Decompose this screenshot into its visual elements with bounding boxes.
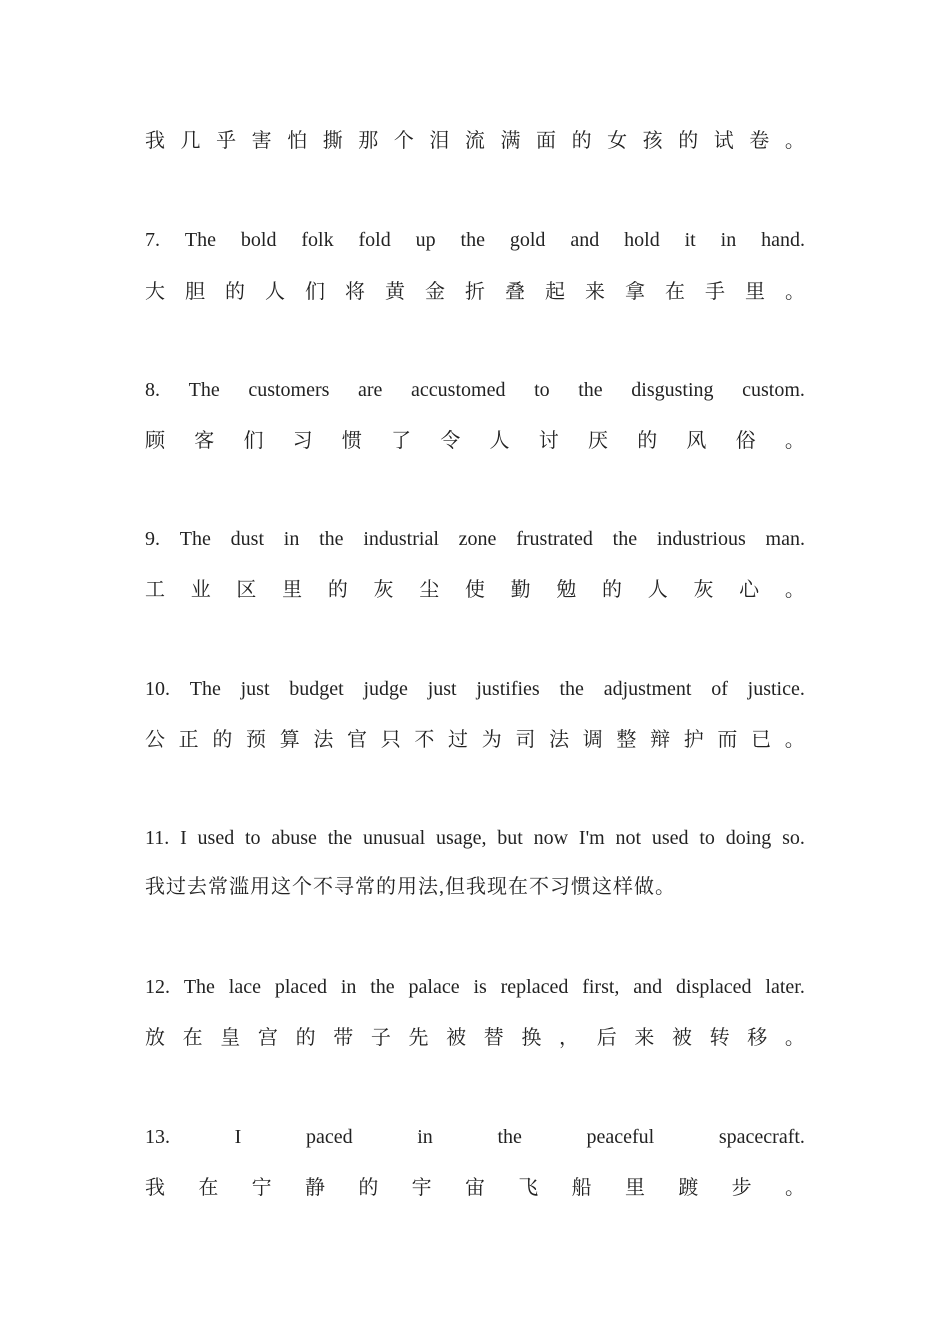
word: disgusting — [631, 379, 714, 401]
char: 。 — [784, 1177, 805, 1199]
char: 。 — [784, 130, 805, 152]
word: The — [179, 528, 211, 550]
word: customers — [248, 379, 330, 401]
word: custom. — [742, 379, 805, 401]
char: 区 — [236, 579, 257, 601]
chinese-translation-line: 我过去常滥用这个不寻常的用法,但我现在不习惯这样做。 — [145, 876, 676, 898]
char: 宇 — [411, 1177, 432, 1199]
char: 折 — [465, 281, 485, 303]
word: The — [183, 976, 215, 998]
chinese-translation-line — [145, 426, 805, 456]
word: 12. — [145, 976, 170, 998]
char: 踱 — [678, 1177, 699, 1199]
word: industrious — [656, 528, 746, 550]
char: 个 — [393, 130, 414, 152]
english-sentence-line — [145, 375, 805, 405]
word: now — [533, 827, 569, 849]
word: the — [370, 976, 395, 998]
word: to — [245, 827, 261, 849]
char: 风 — [686, 430, 707, 452]
char: 工 — [145, 579, 165, 601]
char: 换 — [521, 1027, 542, 1049]
char: 尘 — [419, 579, 440, 601]
english-sentence-line — [145, 972, 805, 1002]
chinese-translation-line — [145, 1023, 805, 1053]
word: doing — [725, 827, 772, 849]
english-sentence-line — [145, 674, 805, 704]
word: abuse — [271, 827, 317, 849]
word: man. — [765, 528, 805, 550]
word: in — [720, 229, 737, 251]
word: to — [699, 827, 715, 849]
word: just — [240, 678, 270, 700]
word: lace — [228, 976, 261, 998]
char: 法 — [313, 729, 334, 751]
char: 卷 — [749, 130, 770, 152]
char: 正 — [178, 729, 199, 751]
char: 将 — [345, 281, 365, 303]
char: 宫 — [257, 1027, 278, 1049]
char: 讨 — [538, 430, 559, 452]
word: used — [651, 827, 689, 849]
word: justifies — [476, 678, 540, 700]
char: 拿 — [625, 281, 645, 303]
char: 灰 — [693, 579, 714, 601]
char: 胆 — [185, 281, 205, 303]
word: The — [184, 229, 216, 251]
char: 起 — [545, 281, 565, 303]
word: and — [570, 229, 600, 251]
char: 里 — [282, 579, 303, 601]
word: later. — [765, 976, 805, 998]
char: 的 — [602, 579, 623, 601]
char: 为 — [481, 729, 502, 751]
char: 。 — [784, 430, 805, 452]
word: to — [534, 379, 550, 401]
word: industrial — [363, 528, 439, 550]
word: the — [319, 528, 344, 550]
char: 不 — [414, 729, 435, 751]
char: 的 — [295, 1027, 316, 1049]
word: unusual — [362, 827, 426, 849]
char: 顾 — [145, 430, 165, 452]
char: 我 — [145, 130, 165, 152]
char: 面 — [536, 130, 557, 152]
char: 静 — [304, 1177, 325, 1199]
word: the — [578, 379, 603, 401]
word: 10. — [145, 678, 170, 700]
word: of — [711, 678, 728, 700]
word: displaced — [676, 976, 752, 998]
char: 害 — [251, 130, 272, 152]
chinese-translation-line — [145, 725, 805, 755]
char: 调 — [582, 729, 603, 751]
char: 在 — [198, 1177, 219, 1199]
word: the — [497, 1126, 522, 1148]
word: dust — [230, 528, 264, 550]
char: 俗 — [735, 430, 756, 452]
char: 试 — [713, 130, 734, 152]
english-sentence-line — [145, 524, 805, 554]
char: 满 — [500, 130, 521, 152]
char: 令 — [440, 430, 461, 452]
word: 9. — [145, 528, 160, 550]
word: I'm — [578, 827, 605, 849]
char: 官 — [347, 729, 368, 751]
char: 来 — [634, 1027, 655, 1049]
chinese-translation-line — [145, 277, 805, 307]
word: up — [415, 229, 436, 251]
word: spacecraft. — [718, 1126, 805, 1148]
word: frustrated — [516, 528, 593, 550]
word: paced — [305, 1126, 353, 1148]
char: 心 — [739, 579, 760, 601]
word: I — [234, 1126, 242, 1148]
char: 黄 — [385, 281, 405, 303]
word: placed — [274, 976, 327, 998]
word: not — [615, 827, 642, 849]
char: 法 — [549, 729, 570, 751]
char: 惯 — [341, 430, 362, 452]
word: gold — [509, 229, 546, 251]
char: 移 — [747, 1027, 768, 1049]
char: 船 — [571, 1177, 592, 1199]
char: 宙 — [464, 1177, 485, 1199]
char: 的 — [571, 130, 592, 152]
char: ， — [559, 1027, 580, 1049]
word: fold — [358, 229, 391, 251]
char: 算 — [279, 729, 300, 751]
english-sentence-line — [145, 225, 805, 255]
char: 被 — [671, 1027, 692, 1049]
english-sentence-line — [145, 1122, 805, 1152]
word: replaced — [500, 976, 569, 998]
char: 们 — [243, 430, 264, 452]
word: in — [417, 1126, 433, 1148]
char: 宁 — [251, 1177, 272, 1199]
word: used — [197, 827, 235, 849]
char: 的 — [212, 729, 233, 751]
char: 们 — [305, 281, 325, 303]
word: it — [684, 229, 696, 251]
word: folk — [301, 229, 334, 251]
char: 那 — [358, 130, 379, 152]
char: 。 — [784, 1027, 805, 1049]
word: justice. — [747, 678, 805, 700]
char: 放 — [145, 1027, 165, 1049]
word: accustomed — [411, 379, 506, 401]
chinese-translation-line — [145, 575, 805, 605]
char: 来 — [585, 281, 605, 303]
char: 的 — [358, 1177, 379, 1199]
word: The — [189, 678, 221, 700]
char: 金 — [425, 281, 445, 303]
char: 习 — [292, 430, 313, 452]
char: 撕 — [322, 130, 343, 152]
char: 勉 — [556, 579, 577, 601]
word: budget — [289, 678, 344, 700]
word: 11. — [145, 827, 170, 849]
word: just — [427, 678, 457, 700]
char: 皇 — [220, 1027, 241, 1049]
char: 替 — [483, 1027, 504, 1049]
char: 使 — [464, 579, 485, 601]
char: 转 — [709, 1027, 730, 1049]
char: 在 — [182, 1027, 203, 1049]
word: in — [283, 528, 300, 550]
char: 预 — [246, 729, 267, 751]
char: 灰 — [373, 579, 394, 601]
char: 子 — [370, 1027, 391, 1049]
char: 后 — [596, 1027, 617, 1049]
char: 带 — [333, 1027, 354, 1049]
word: hold — [624, 229, 660, 251]
word: bold — [240, 229, 277, 251]
english-sentence-line — [145, 823, 805, 853]
char: 泪 — [429, 130, 450, 152]
char: 客 — [194, 430, 215, 452]
word: zone — [458, 528, 497, 550]
char: 先 — [408, 1027, 429, 1049]
char: 大 — [145, 281, 165, 303]
char: 人 — [489, 430, 510, 452]
word: peaceful — [586, 1126, 655, 1148]
word: judge — [363, 678, 408, 700]
char: 人 — [265, 281, 285, 303]
char: 的 — [637, 430, 658, 452]
char: 飞 — [518, 1177, 539, 1199]
word: the — [612, 528, 638, 550]
char: 辩 — [650, 729, 671, 751]
word: usage, — [435, 827, 487, 849]
char: 公 — [145, 729, 165, 751]
char: 在 — [665, 281, 685, 303]
word: are — [358, 379, 383, 401]
char: 业 — [190, 579, 211, 601]
char: 步 — [731, 1177, 752, 1199]
char: 。 — [784, 729, 805, 751]
char: 的 — [327, 579, 348, 601]
char: 人 — [647, 579, 668, 601]
char: 里 — [745, 281, 765, 303]
char: 勤 — [510, 579, 531, 601]
char: 厌 — [587, 430, 608, 452]
word: hand. — [761, 229, 805, 251]
char: 只 — [380, 729, 401, 751]
char: 几 — [180, 130, 201, 152]
word: The — [188, 379, 220, 401]
word: I — [180, 827, 187, 849]
char: 我 — [145, 1177, 165, 1199]
word: adjustment — [603, 678, 692, 700]
char: 的 — [678, 130, 699, 152]
word: 13. — [145, 1126, 170, 1148]
char: 叠 — [505, 281, 525, 303]
char: 而 — [717, 729, 738, 751]
char: 被 — [446, 1027, 467, 1049]
char: 护 — [683, 729, 704, 751]
chinese-translation-line — [145, 1173, 805, 1203]
char: 了 — [391, 430, 412, 452]
char: 怕 — [287, 130, 308, 152]
word: the — [559, 678, 584, 700]
word: and — [633, 976, 663, 998]
word: 8. — [145, 379, 160, 401]
word: the — [460, 229, 485, 251]
word: in — [340, 976, 357, 998]
word: is — [473, 976, 487, 998]
word: so. — [782, 827, 805, 849]
char: 孩 — [642, 130, 663, 152]
word: but — [497, 827, 523, 849]
char: 乎 — [216, 130, 237, 152]
char: 女 — [607, 130, 628, 152]
word: the — [327, 827, 353, 849]
char: 。 — [785, 281, 805, 303]
char: 过 — [448, 729, 469, 751]
chinese-translation-line — [145, 126, 805, 156]
char: 司 — [515, 729, 536, 751]
char: 流 — [464, 130, 485, 152]
char: 已 — [751, 729, 772, 751]
word: first, — [582, 976, 620, 998]
char: 的 — [225, 281, 245, 303]
char: 里 — [624, 1177, 645, 1199]
char: 整 — [616, 729, 637, 751]
word: 7. — [145, 229, 160, 251]
char: 。 — [784, 579, 805, 601]
word: palace — [408, 976, 460, 998]
char: 手 — [705, 281, 725, 303]
